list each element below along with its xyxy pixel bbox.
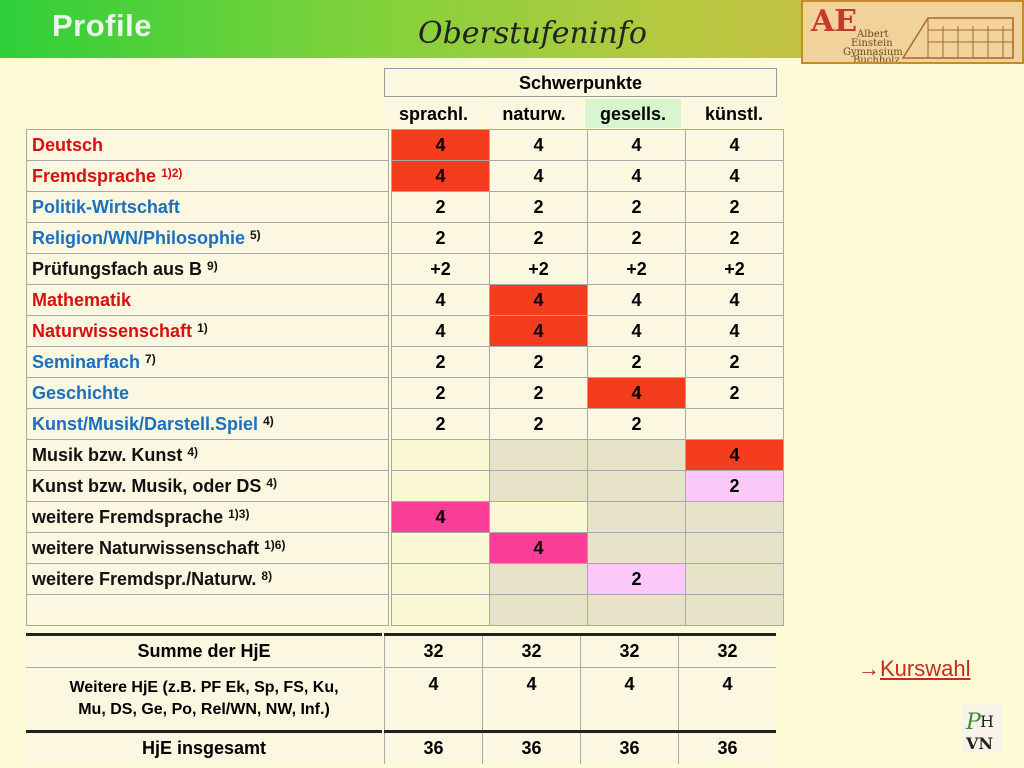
table-row — [27, 254, 784, 285]
logo-line-2: Einstein — [851, 38, 893, 49]
row-label: Kunst bzw. Musik, oder DS $^{4)}$ — [27, 471, 389, 502]
logo-mark: AE — [811, 4, 858, 39]
cell-value: 2 — [392, 223, 490, 254]
cell-value — [588, 440, 686, 471]
cell-value — [392, 595, 490, 626]
cell-value: 4 — [392, 285, 490, 316]
table-row — [27, 471, 784, 502]
cell-value: 2 — [490, 192, 588, 223]
cell-value: 4 — [385, 668, 483, 732]
cell-value: 2 — [588, 409, 686, 440]
cell-value: 2 — [686, 223, 784, 254]
cell-value — [686, 533, 784, 564]
table-row — [27, 161, 784, 192]
cell-value: 4 — [392, 502, 490, 533]
cell-value: +2 — [686, 254, 784, 285]
total-row — [26, 732, 776, 765]
cell-value — [588, 595, 686, 626]
cell-value: 2 — [588, 192, 686, 223]
row-label: Prüfungsfach aus B $^{9)}$ — [27, 254, 389, 285]
cell-value: 2 — [490, 223, 588, 254]
row-label: Geschichte — [27, 378, 389, 409]
cell-value: 4 — [588, 316, 686, 347]
cell-value: 36 — [581, 732, 679, 765]
cell-value: 4 — [490, 533, 588, 564]
cell-value: 4 — [581, 668, 679, 732]
cell-value — [392, 533, 490, 564]
cell-value — [392, 440, 490, 471]
row-label: weitere Fremdsprache $^{1)3)}$ — [27, 502, 389, 533]
cell-value: 32 — [581, 635, 679, 668]
row-label: Kunst/Musik/Darstell.Spiel $^{4)}$ — [27, 409, 389, 440]
summary-table — [26, 633, 776, 764]
row-label: Mathematik — [27, 285, 389, 316]
cell-value — [588, 533, 686, 564]
cell-value: 2 — [490, 378, 588, 409]
row-label: Seminarfach $^{7)}$ — [27, 347, 389, 378]
cell-value: 2 — [686, 192, 784, 223]
kurswahl-label[interactable]: Kurswahl — [880, 656, 971, 681]
cell-value: +2 — [392, 254, 490, 285]
cell-value: 4 — [392, 130, 490, 161]
cell-value: 4 — [588, 378, 686, 409]
row-label: Naturwissenschaft $^{1)}$ — [27, 316, 389, 347]
table-row — [27, 316, 784, 347]
cell-value: 4 — [686, 130, 784, 161]
building-icon — [898, 8, 1018, 64]
table-row — [27, 223, 784, 254]
cell-value: 4 — [588, 130, 686, 161]
table-row — [27, 347, 784, 378]
sum-row — [26, 635, 776, 668]
kurswahl-link[interactable] — [858, 656, 970, 682]
row-label: Deutsch — [27, 130, 389, 161]
cell-value — [490, 564, 588, 595]
cell-value: 32 — [483, 635, 581, 668]
cell-value: 4 — [490, 316, 588, 347]
school-logo — [801, 0, 1024, 64]
cell-value — [588, 502, 686, 533]
row-label: Religion/WN/Philosophie $^{5)}$ — [27, 223, 389, 254]
cell-value: 4 — [588, 161, 686, 192]
logo-line-1: Albert — [857, 29, 889, 40]
row-label: weitere Fremdspr./Naturw. $^{8)}$ — [27, 564, 389, 595]
column-header-kuenstl: künstl. — [684, 99, 784, 128]
cell-value: 2 — [588, 564, 686, 595]
cell-value: 4 — [490, 285, 588, 316]
cell-value — [490, 471, 588, 502]
table-row — [27, 502, 784, 533]
cell-value: 2 — [588, 223, 686, 254]
profile-table — [26, 129, 784, 626]
table-row — [27, 595, 784, 626]
cell-value: 4 — [490, 161, 588, 192]
cell-value: 32 — [385, 635, 483, 668]
cell-value: 2 — [392, 409, 490, 440]
column-header-gesells: gesells. — [585, 99, 681, 128]
row-label: weitere Naturwissenschaft $^{1)6)}$ — [27, 533, 389, 564]
cell-value: 32 — [679, 635, 777, 668]
cell-value — [686, 502, 784, 533]
cell-value: 2 — [588, 347, 686, 378]
cell-value: 2 — [490, 347, 588, 378]
svg-text:VN: VN — [966, 734, 994, 753]
weitere-row — [26, 668, 776, 732]
row-label: Politik-Wirtschaft — [27, 192, 389, 223]
cell-value: 2 — [392, 378, 490, 409]
cell-value: 4 — [392, 316, 490, 347]
table-row — [27, 409, 784, 440]
column-header-naturw: naturw. — [486, 99, 582, 128]
cell-value: 4 — [686, 285, 784, 316]
table-row — [27, 378, 784, 409]
row-label: Musik bzw. Kunst $^{4)}$ — [27, 440, 389, 471]
cell-value: 4 — [588, 285, 686, 316]
cell-value — [490, 440, 588, 471]
logo-line-3: Gymnasium — [843, 47, 903, 58]
cell-value — [490, 595, 588, 626]
schwerpunkte-header: Schwerpunkte — [384, 68, 777, 97]
cell-value: 36 — [385, 732, 483, 765]
cell-value: 36 — [679, 732, 777, 765]
table-row — [27, 564, 784, 595]
cell-value — [588, 471, 686, 502]
table-row — [27, 285, 784, 316]
cell-value — [392, 564, 490, 595]
cell-value: 2 — [392, 347, 490, 378]
cell-value: 2 — [686, 471, 784, 502]
cell-value: +2 — [588, 254, 686, 285]
cell-value — [686, 409, 784, 440]
table-row — [27, 533, 784, 564]
cell-value — [686, 564, 784, 595]
cell-value: 4 — [686, 440, 784, 471]
cell-value: 2 — [392, 192, 490, 223]
table-row — [27, 440, 784, 471]
cell-value: 2 — [490, 409, 588, 440]
cell-value: 2 — [686, 347, 784, 378]
svg-text:H: H — [980, 712, 994, 731]
total-label: HjE insgesamt — [26, 732, 382, 765]
corner-logo-icon — [962, 705, 1002, 753]
cell-value — [392, 471, 490, 502]
page-title: Profile — [52, 8, 152, 43]
logo-line-4: Buchholz — [853, 55, 900, 64]
page-subtitle: Oberstufeninfo — [418, 16, 647, 51]
table-row — [27, 192, 784, 223]
cell-value: 4 — [686, 316, 784, 347]
cell-value: 4 — [392, 161, 490, 192]
cell-value: +2 — [490, 254, 588, 285]
weitere-label: Weitere HjE (z.B. PF Ek, Sp, FS, Ku, Mu, DS, Ge, Po, Rel/WN, NW, Inf.) — [26, 668, 382, 732]
cell-value: 4 — [483, 668, 581, 732]
cell-value: 4 — [679, 668, 777, 732]
cell-value: 4 — [490, 130, 588, 161]
row-label — [27, 595, 389, 626]
sum-label: Summe der HjE — [26, 635, 382, 668]
svg-text:P: P — [966, 710, 981, 735]
cell-value — [490, 502, 588, 533]
cell-value: 2 — [686, 378, 784, 409]
table-row — [27, 130, 784, 161]
cell-value — [686, 595, 784, 626]
column-header-sprachl: sprachl. — [384, 99, 483, 128]
arrow-right-icon: → — [858, 656, 880, 681]
row-label: Fremdsprache $^{1)2)}$ — [27, 161, 389, 192]
cell-value: 4 — [686, 161, 784, 192]
cell-value: 36 — [483, 732, 581, 765]
